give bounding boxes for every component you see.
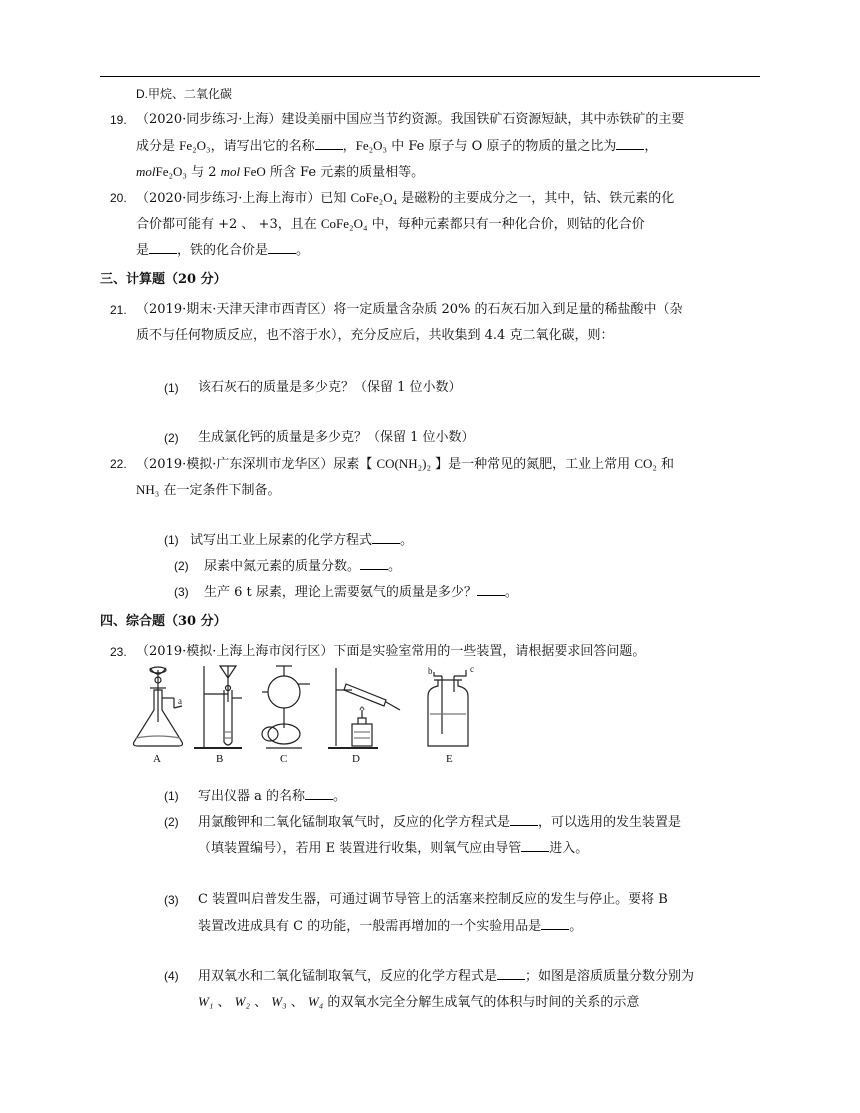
instrument-label-a: a	[178, 696, 182, 706]
formula-fe2o3: Fe₂O₃	[179, 138, 211, 153]
w1: W₁	[198, 994, 214, 1009]
q20-line1: （2020·同步练习·上海上海市）已知 CoFe₂O₄ 是磁粉的主要成分之一，其中，钴、铁元素的化	[136, 190, 675, 206]
q23-number: 23.	[110, 645, 127, 659]
formula-co2: CO₂	[634, 456, 657, 471]
q23-sub2-line1: 用氯酸钾和二氧化锰制取氧气时，反应的化学方程式是 ，可以选用的发生装置是	[198, 815, 682, 830]
q22-sub2: 尿素中氮元素的质量分数。 。	[204, 559, 402, 574]
apparatus-label: E	[446, 753, 453, 764]
apparatus-a-flask-icon	[134, 667, 183, 746]
apparatus-label: D	[352, 753, 360, 764]
q23-sub1-number: (1)	[164, 789, 179, 803]
q21-sub2: 生成氯化钙的质量是多少克？（保留 1 位小数）	[198, 430, 475, 445]
q18-option-d: D.甲烷、二氧化碳	[136, 87, 233, 101]
header-rule	[100, 76, 760, 77]
q21-number: 21.	[110, 303, 127, 317]
q22-line1: （2019·模拟·广东深圳市龙华区）尿素【 CO(NH₂)₂ 】是一种常见的氮肥，工业上常用 CO₂ 和	[136, 456, 675, 472]
answer-blank[interactable]	[372, 531, 400, 544]
q23-sub3-line2: 装置改进成具有 C 的功能，一般需再增加的一个实验用品是 。	[198, 919, 583, 934]
q23-sub4-number: (4)	[164, 969, 179, 983]
section-title: 三、计算题（20 分）	[100, 272, 227, 287]
q23-sub3-number: (3)	[164, 893, 179, 907]
q23-sub2-number: (2)	[164, 815, 179, 829]
w2: W₂	[234, 994, 250, 1009]
q22-sub2-number: (2)	[174, 559, 189, 573]
lab-apparatus-figure	[128, 662, 488, 764]
answer-blank[interactable]	[315, 137, 343, 150]
q19-line1: （2020·同步练习·上海）建设美丽中国应当节约资源。我国铁矿石资源短缺，其中赤铁矿的主要	[136, 112, 685, 127]
q22-number: 22.	[110, 457, 127, 471]
apparatus-b-stand-icon	[194, 666, 242, 748]
q19-line3: molFe₂O₃ 与 2 mol FeO 所含 Fe 元素的质量相等。	[136, 164, 425, 180]
formula-urea: CO(NH₂)₂	[376, 456, 432, 471]
q22-sub3-number: (3)	[174, 585, 189, 599]
apparatus-c-kipp-icon	[262, 666, 310, 748]
answer-blank[interactable]	[268, 241, 296, 254]
answer-blank[interactable]	[616, 137, 644, 150]
formula-cofe2o4: CoFe₂O₄	[350, 190, 398, 205]
w3: W₃	[271, 994, 287, 1009]
q23-sub4-line1: 用双氧水和二氧化锰制取氧气，反应的化学方程式是 ；如图是溶质质量分数分别为	[198, 969, 695, 984]
q23-line1: （2019·模拟·上海上海市闵行区）下面是实验室常用的一些装置，请根据要求回答问题。	[136, 644, 646, 659]
answer-blank[interactable]	[360, 557, 388, 570]
answer-blank[interactable]	[497, 967, 525, 980]
q21-sub1: 该石灰石的质量是多少克？（保留 1 位小数）	[198, 380, 462, 395]
q22-sub1: 试写出工业上尿素的化学方程式 。	[190, 533, 414, 548]
q23-sub2-line2: （填装置编号），若用 E 装置进行收集，则氧气应由导管 进入。	[198, 841, 589, 856]
formula-nh3: NH₃	[136, 482, 160, 497]
section-title: 四、综合题（30 分）	[100, 614, 227, 629]
answer-blank[interactable]	[477, 583, 505, 596]
q23-sub4-line2: W₁ 、 W₂ 、 W₃ 、 W₄ 的双氧水完全分解生成氧气的体积与时间的关系的示意	[198, 994, 640, 1010]
q22-line2: NH₃ 在一定条件下制备。	[136, 482, 281, 498]
w4: W₄	[307, 994, 324, 1009]
tube-label-c: c	[470, 664, 474, 674]
q20-number: 20.	[110, 191, 127, 205]
apparatus-label: C	[280, 753, 288, 764]
tube-label-b: b	[428, 666, 433, 676]
q21-sub2-number: (2)	[164, 431, 179, 445]
q23-sub3-line1: C 装置叫启普发生器，可通过调节导管上的活塞来控制反应的发生与停止。要将 B	[198, 892, 668, 907]
apparatus-label: A	[153, 753, 161, 764]
apparatus-d-heater-icon	[328, 668, 400, 748]
q21-line1: （2019·期末·天津天津市西青区）将一定质量含杂质 20% 的石灰石加入到足量的稀盐酸中（杂	[136, 302, 683, 317]
q22-sub3: 生产 6 t 尿素，理论上需要氨气的质量是多少？ 。	[204, 585, 518, 600]
q20-line3: 是 ，铁的化合价是 。	[136, 243, 310, 258]
q19-number: 19.	[110, 113, 127, 127]
answer-blank[interactable]	[521, 839, 549, 852]
apparatus-label: B	[216, 753, 224, 764]
q21-sub1-number: (1)	[164, 381, 179, 395]
q22-sub1-number: (1)	[164, 533, 179, 547]
apparatus-e-bottle-icon	[428, 670, 468, 746]
q19-line2: 成分是 Fe₂O₃，请写出它的名称 ，Fe₂O₃ 中 Fe 原子与 O 原子的物质的量之比为 ，	[136, 138, 658, 154]
answer-blank[interactable]	[305, 787, 333, 800]
q20-line2: 合价都可能有 +2 、 +3，且在 CoFe₂O₄ 中，每种元素都只有一种化合价，则钴的化合价	[136, 216, 645, 232]
q21-line2: 质不与任何物质反应，也不溶于水），充分反应后，共收集到 4.4 克二氧化碳，则：	[136, 328, 614, 343]
answer-blank[interactable]	[510, 813, 538, 826]
answer-blank[interactable]	[149, 241, 177, 254]
answer-blank[interactable]	[541, 917, 569, 930]
q23-sub1: 写出仪器 a 的名称 。	[198, 789, 347, 804]
